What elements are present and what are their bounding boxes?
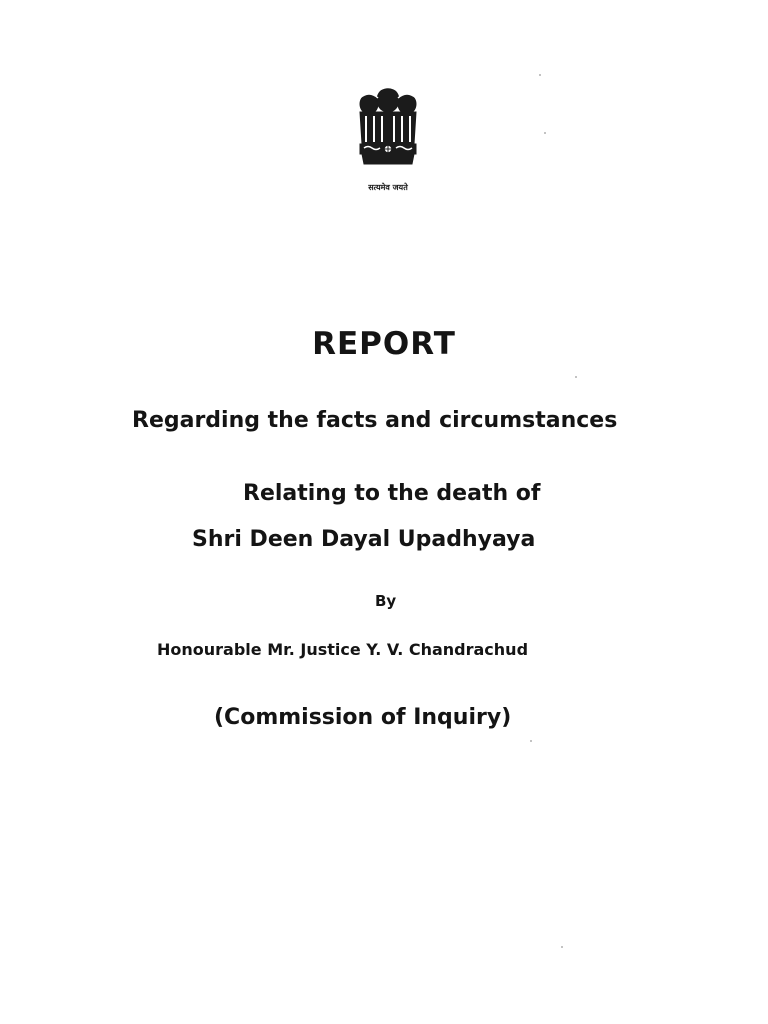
subject-line-3: Shri Deen Dayal Upadhyaya [192, 527, 536, 552]
national-emblem-icon [352, 84, 424, 196]
subject-line-2: Relating to the death of [243, 481, 541, 506]
by-label: By [375, 592, 397, 610]
emblem-motto: सत्यमेव जयते [368, 183, 408, 192]
report-title: REPORT [312, 326, 456, 362]
scan-speck [544, 132, 546, 134]
commission-line: (Commission of Inquiry) [214, 705, 512, 730]
scan-speck [539, 74, 541, 76]
scan-speck [561, 946, 563, 948]
scan-speck [530, 740, 532, 742]
scan-speck [575, 376, 577, 378]
subject-line-1: Regarding the facts and circumstances [132, 408, 618, 433]
author-line: Honourable Mr. Justice Y. V. Chandrachud [157, 640, 529, 659]
